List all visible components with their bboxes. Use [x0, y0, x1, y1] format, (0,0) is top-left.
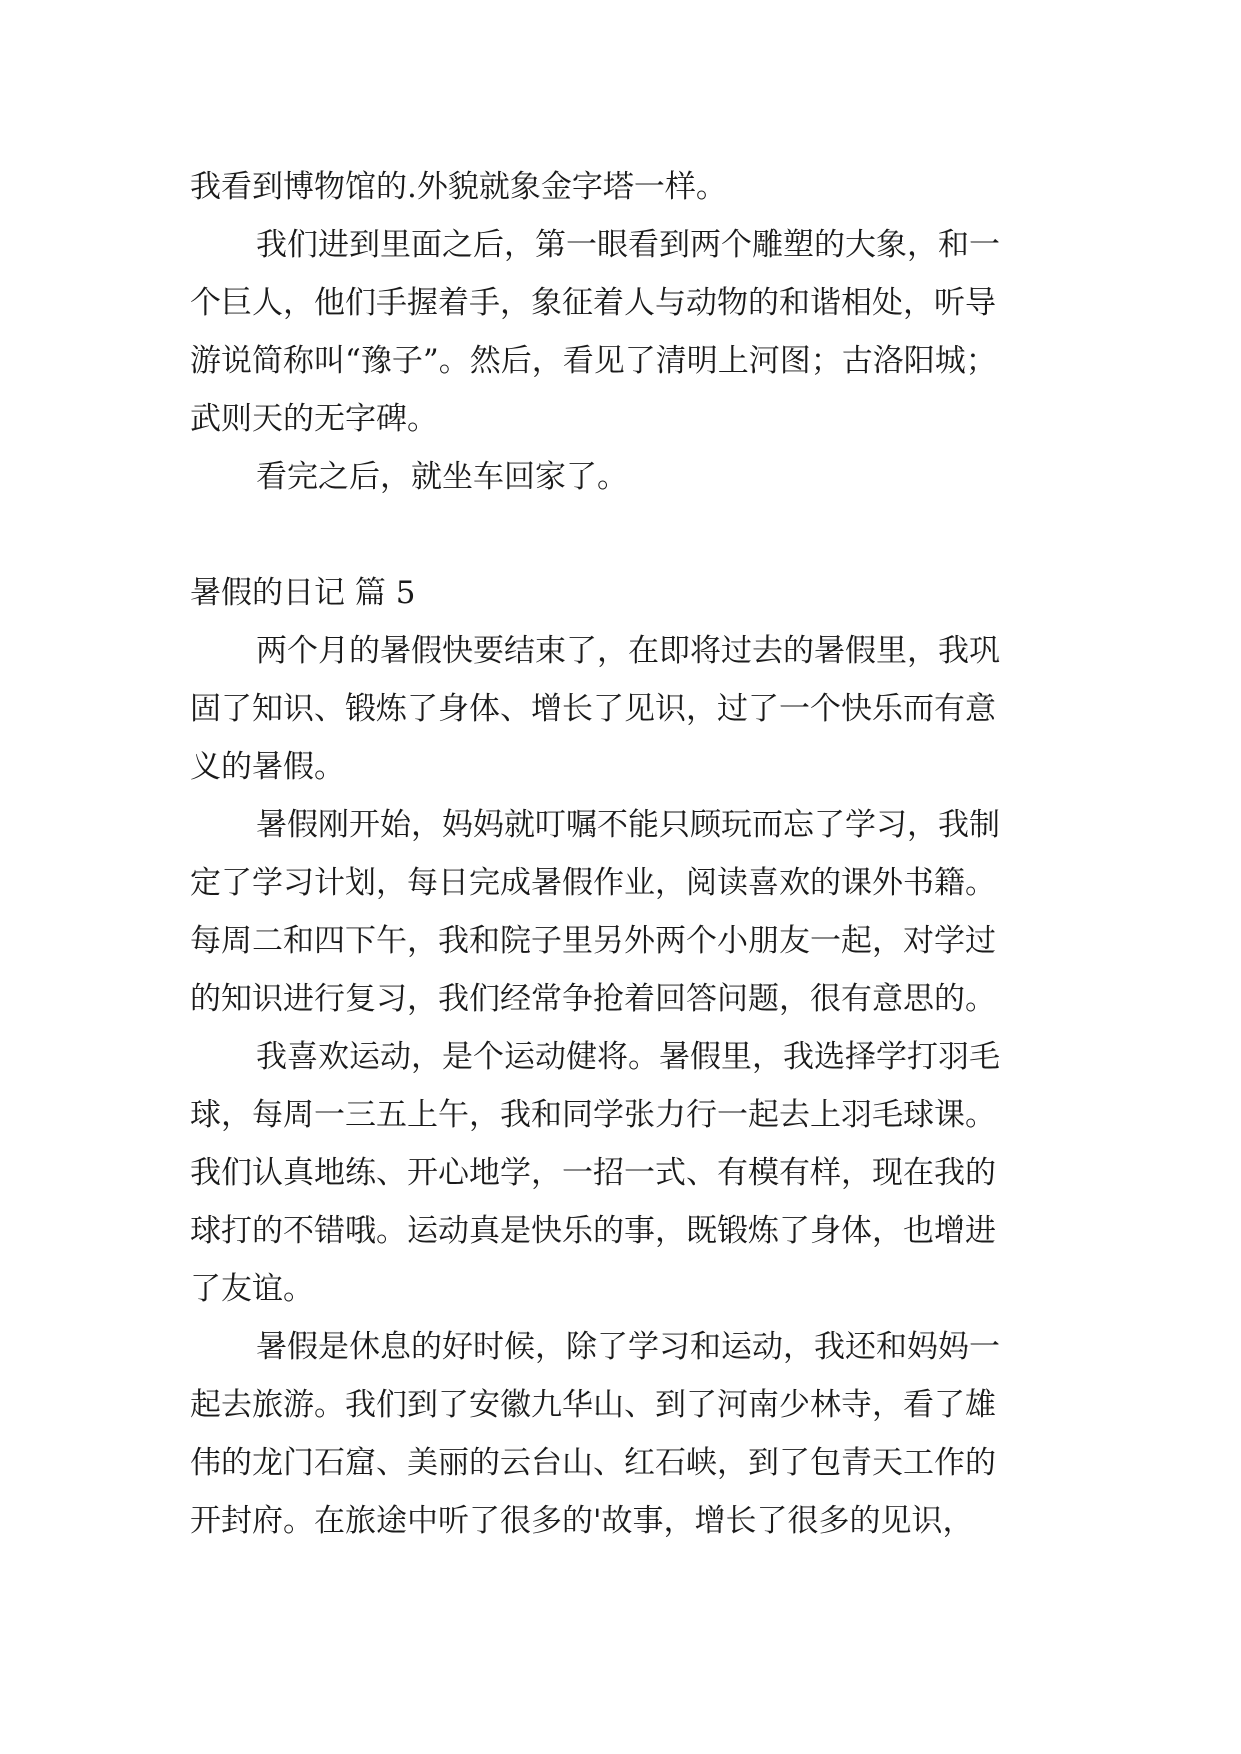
text-line: 游说简称叫“豫子”。然后，看见了清明上河图；古洛阳城； — [190, 343, 997, 379]
text-line: 武则天的无字碑。 — [190, 401, 438, 437]
section-body-text — [190, 622, 1070, 1550]
text-line: 看完之后，就坐车回家了。 — [256, 459, 628, 495]
section-heading: 暑假的日记 篇 5 — [190, 575, 416, 611]
text-line: 了友谊。 — [190, 1271, 314, 1307]
text-line: 义的暑假。 — [190, 749, 345, 785]
text-line: 伟的龙门石窟、美丽的云台山、红石峡，到了包青天工作的 — [190, 1445, 996, 1481]
text-line: 暑假刚开始，妈妈就叮嘱不能只顾玩而忘了学习，我制 — [256, 807, 1000, 843]
text-line: 的知识进行复习，我们经常争抢着回答问题，很有意思的。 — [190, 981, 996, 1017]
text-line: 固了知识、锻炼了身体、增长了见识，过了一个快乐而有意 — [190, 691, 996, 727]
text-line: 球，每周一三五上午，我和同学张力行一起去上羽毛球课。 — [190, 1097, 996, 1133]
text-line: 我喜欢运动，是个运动健将。暑假里，我选择学打羽毛 — [256, 1039, 1000, 1075]
document-body — [190, 158, 1070, 1550]
previous-section-text — [190, 158, 1070, 506]
text-line: 每周二和四下午，我和院子里另外两个小朋友一起，对学过 — [190, 923, 996, 959]
text-line: 我看到博物馆的.外貌就象金字塔一样。 — [190, 169, 727, 205]
text-line: 我们认真地练、开心地学，一招一式、有模有样，现在我的 — [190, 1155, 996, 1191]
text-line: 个巨人，他们手握着手，象征着人与动物的和谐相处，听导 — [190, 285, 996, 321]
text-line: 起去旅游。我们到了安徽九华山、到了河南少林寺，看了雄 — [190, 1387, 996, 1423]
text-line: 我们进到里面之后，第一眼看到两个雕塑的大象，和一 — [256, 227, 1000, 263]
text-line: 开封府。在旅途中听了很多的'故事，增长了很多的见识， — [190, 1503, 974, 1539]
text-line: 球打的不错哦。运动真是快乐的事，既锻炼了身体，也增进 — [190, 1213, 996, 1249]
section-gap — [190, 506, 1070, 564]
text-line: 暑假是休息的好时候，除了学习和运动，我还和妈妈一 — [256, 1329, 1000, 1365]
text-line: 定了学习计划，每日完成暑假作业，阅读喜欢的课外书籍。 — [190, 865, 996, 901]
text-line: 两个月的暑假快要结束了，在即将过去的暑假里，我巩 — [256, 633, 1000, 669]
